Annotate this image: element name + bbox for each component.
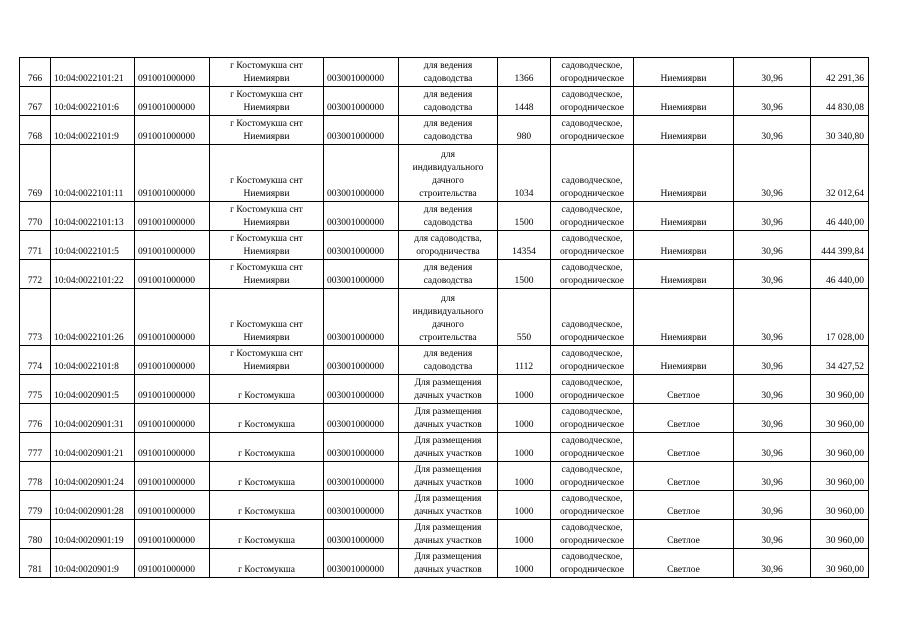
cell-address: г Костомукша [210, 404, 324, 433]
cell-row-number: 777 [20, 433, 51, 462]
cell-cadastral-number: 10:04:0020901:24 [51, 462, 135, 491]
cell-cadastral-number: 10:04:0022101:26 [51, 289, 135, 346]
cell-rate: 30,96 [734, 231, 811, 260]
cell-land-category: садоводческое, огородническое [551, 346, 634, 375]
cell-area: 1000 [498, 549, 551, 578]
table-row [20, 404, 869, 433]
cell-oktmo-code: 003001000000 [324, 202, 399, 231]
cell-rate: 30,96 [734, 520, 811, 549]
cell-row-number: 773 [20, 289, 51, 346]
cell-row-number: 766 [20, 58, 51, 87]
cell-rate: 30,96 [734, 433, 811, 462]
cell-row-number: 780 [20, 520, 51, 549]
cell-row-number: 781 [20, 549, 51, 578]
land-plots-table [19, 57, 869, 578]
table-row [20, 58, 869, 87]
cell-land-category: садоводческое, огородническое [551, 202, 634, 231]
table-row [20, 433, 869, 462]
cell-area: 1000 [498, 404, 551, 433]
cell-address: г Костомукша снт Ниемиярви [210, 87, 324, 116]
cell-area: 14354 [498, 231, 551, 260]
cell-rate: 30,96 [734, 260, 811, 289]
table-row [20, 549, 869, 578]
cell-oktmo-code: 003001000000 [324, 491, 399, 520]
cell-land-category: садоводческое, огородническое [551, 231, 634, 260]
cell-cadastral-number: 10:04:0020901:28 [51, 491, 135, 520]
cell-locality: Светлое [634, 520, 734, 549]
table-row [20, 375, 869, 404]
cell-area: 1366 [498, 58, 551, 87]
cell-rate: 30,96 [734, 491, 811, 520]
cell-locality: Ниемиярви [634, 58, 734, 87]
cell-oktmo-code: 003001000000 [324, 462, 399, 491]
cell-cadastral-value: 30 960,00 [811, 520, 869, 549]
cell-locality: Светлое [634, 491, 734, 520]
cell-okato-code: 091001000000 [135, 58, 210, 87]
cell-land-category: садоводческое, огородническое [551, 549, 634, 578]
cell-area: 1000 [498, 491, 551, 520]
cell-cadastral-value: 30 960,00 [811, 375, 869, 404]
cell-area: 1000 [498, 433, 551, 462]
cell-permitted-use: для ведения садоводства [399, 202, 498, 231]
cell-cadastral-number: 10:04:0022101:9 [51, 116, 135, 145]
cell-cadastral-value: 42 291,36 [811, 58, 869, 87]
cell-row-number: 776 [20, 404, 51, 433]
cell-rate: 30,96 [734, 87, 811, 116]
cell-rate: 30,96 [734, 58, 811, 87]
cell-permitted-use: для ведения садоводства [399, 346, 498, 375]
cell-row-number: 775 [20, 375, 51, 404]
cell-land-category: садоводческое, огородническое [551, 289, 634, 346]
cell-land-category: садоводческое, огородническое [551, 520, 634, 549]
cell-cadastral-value: 30 960,00 [811, 549, 869, 578]
table-row [20, 202, 869, 231]
cell-row-number: 772 [20, 260, 51, 289]
cell-oktmo-code: 003001000000 [324, 520, 399, 549]
cell-cadastral-value: 34 427,52 [811, 346, 869, 375]
cell-cadastral-value: 30 960,00 [811, 433, 869, 462]
cell-address: г Костомукша снт Ниемиярви [210, 145, 324, 202]
table-body [20, 58, 869, 578]
cell-cadastral-number: 10:04:0022101:8 [51, 346, 135, 375]
cell-area: 1000 [498, 462, 551, 491]
table-row [20, 462, 869, 491]
cell-oktmo-code: 003001000000 [324, 231, 399, 260]
cell-cadastral-number: 10:04:0022101:13 [51, 202, 135, 231]
cell-okato-code: 091001000000 [135, 145, 210, 202]
cell-row-number: 767 [20, 87, 51, 116]
cell-rate: 30,96 [734, 202, 811, 231]
cell-okato-code: 091001000000 [135, 433, 210, 462]
cell-locality: Светлое [634, 404, 734, 433]
cell-rate: 30,96 [734, 289, 811, 346]
table-row [20, 231, 869, 260]
cell-locality: Ниемиярви [634, 289, 734, 346]
cell-oktmo-code: 003001000000 [324, 404, 399, 433]
cell-cadastral-value: 30 960,00 [811, 404, 869, 433]
cell-okato-code: 091001000000 [135, 346, 210, 375]
cell-oktmo-code: 003001000000 [324, 145, 399, 202]
cell-locality: Светлое [634, 433, 734, 462]
cell-address: г Костомукша [210, 491, 324, 520]
cell-okato-code: 091001000000 [135, 202, 210, 231]
cell-locality: Светлое [634, 375, 734, 404]
cell-permitted-use: для ведения садоводства [399, 260, 498, 289]
cell-cadastral-number: 10:04:0020901:9 [51, 549, 135, 578]
cell-address: г Костомукша снт Ниемиярви [210, 346, 324, 375]
cell-land-category: садоводческое, огородническое [551, 145, 634, 202]
cell-okato-code: 091001000000 [135, 231, 210, 260]
cell-permitted-use: Для размещения дачных участков [399, 549, 498, 578]
cell-row-number: 779 [20, 491, 51, 520]
cell-permitted-use: для индивидуального дачного строительства [399, 289, 498, 346]
cell-oktmo-code: 003001000000 [324, 116, 399, 145]
cell-cadastral-value: 46 440,00 [811, 260, 869, 289]
cell-cadastral-number: 10:04:0020901:5 [51, 375, 135, 404]
cell-area: 1500 [498, 202, 551, 231]
cell-okato-code: 091001000000 [135, 491, 210, 520]
cell-row-number: 774 [20, 346, 51, 375]
cell-cadastral-number: 10:04:0022101:22 [51, 260, 135, 289]
cell-cadastral-value: 30 960,00 [811, 462, 869, 491]
cell-cadastral-value: 44 830,08 [811, 87, 869, 116]
cell-locality: Ниемиярви [634, 145, 734, 202]
cell-rate: 30,96 [734, 404, 811, 433]
cell-area: 1500 [498, 260, 551, 289]
cell-permitted-use: Для размещения дачных участков [399, 433, 498, 462]
cell-okato-code: 091001000000 [135, 549, 210, 578]
cell-cadastral-value: 32 012,64 [811, 145, 869, 202]
cell-locality: Ниемиярви [634, 260, 734, 289]
cell-area: 1034 [498, 145, 551, 202]
cell-area: 1000 [498, 520, 551, 549]
cell-rate: 30,96 [734, 145, 811, 202]
cell-area: 1112 [498, 346, 551, 375]
cell-rate: 30,96 [734, 116, 811, 145]
cell-oktmo-code: 003001000000 [324, 346, 399, 375]
cell-area: 1000 [498, 375, 551, 404]
cell-permitted-use: Для размещения дачных участков [399, 520, 498, 549]
cell-okato-code: 091001000000 [135, 462, 210, 491]
cell-land-category: садоводческое, огородническое [551, 491, 634, 520]
cell-land-category: садоводческое, огородническое [551, 58, 634, 87]
cell-address: г Костомукша [210, 520, 324, 549]
table-row [20, 87, 869, 116]
cell-row-number: 769 [20, 145, 51, 202]
cell-permitted-use: для ведения садоводства [399, 87, 498, 116]
cell-rate: 30,96 [734, 549, 811, 578]
cell-locality: Светлое [634, 462, 734, 491]
cell-address: г Костомукша снт Ниемиярви [210, 289, 324, 346]
cell-okato-code: 091001000000 [135, 260, 210, 289]
cell-land-category: садоводческое, огородническое [551, 116, 634, 145]
cell-oktmo-code: 003001000000 [324, 87, 399, 116]
table-row [20, 145, 869, 202]
cell-address: г Костомукша [210, 462, 324, 491]
cell-locality: Ниемиярви [634, 231, 734, 260]
cell-cadastral-number: 10:04:0020901:31 [51, 404, 135, 433]
cell-locality: Светлое [634, 549, 734, 578]
cell-cadastral-value: 17 028,00 [811, 289, 869, 346]
cell-area: 550 [498, 289, 551, 346]
cell-land-category: садоводческое, огородническое [551, 433, 634, 462]
table-row [20, 520, 869, 549]
cell-permitted-use: для ведения садоводства [399, 58, 498, 87]
cell-cadastral-value: 444 399,84 [811, 231, 869, 260]
cell-cadastral-value: 46 440,00 [811, 202, 869, 231]
cell-oktmo-code: 003001000000 [324, 289, 399, 346]
cell-land-category: садоводческое, огородническое [551, 260, 634, 289]
cell-oktmo-code: 003001000000 [324, 58, 399, 87]
cell-row-number: 770 [20, 202, 51, 231]
table-row [20, 260, 869, 289]
cell-cadastral-number: 10:04:0020901:21 [51, 433, 135, 462]
cell-okato-code: 091001000000 [135, 87, 210, 116]
cell-oktmo-code: 003001000000 [324, 260, 399, 289]
cell-address: г Костомукша снт Ниемиярви [210, 260, 324, 289]
cell-cadastral-number: 10:04:0020901:19 [51, 520, 135, 549]
cell-area: 980 [498, 116, 551, 145]
cell-permitted-use: Для размещения дачных участков [399, 491, 498, 520]
cell-address: г Костомукша [210, 549, 324, 578]
cell-okato-code: 091001000000 [135, 116, 210, 145]
cell-cadastral-value: 30 340,80 [811, 116, 869, 145]
cell-rate: 30,96 [734, 346, 811, 375]
cell-rate: 30,96 [734, 462, 811, 491]
cell-rate: 30,96 [734, 375, 811, 404]
cell-locality: Ниемиярви [634, 202, 734, 231]
table-row [20, 289, 869, 346]
cell-okato-code: 091001000000 [135, 520, 210, 549]
cell-cadastral-value: 30 960,00 [811, 491, 869, 520]
cell-okato-code: 091001000000 [135, 375, 210, 404]
cell-address: г Костомукша снт Ниемиярви [210, 58, 324, 87]
cell-cadastral-number: 10:04:0022101:6 [51, 87, 135, 116]
cell-address: г Костомукша снт Ниемиярви [210, 202, 324, 231]
cell-row-number: 778 [20, 462, 51, 491]
cell-permitted-use: Для размещения дачных участков [399, 462, 498, 491]
cell-address: г Костомукша снт Ниемиярви [210, 116, 324, 145]
cell-permitted-use: для индивидуального дачного строительства [399, 145, 498, 202]
cell-locality: Ниемиярви [634, 116, 734, 145]
cell-address: г Костомукша [210, 433, 324, 462]
cell-cadastral-number: 10:04:0022101:11 [51, 145, 135, 202]
cell-okato-code: 091001000000 [135, 404, 210, 433]
cell-permitted-use: для ведения садоводства [399, 116, 498, 145]
cell-permitted-use: Для размещения дачных участков [399, 404, 498, 433]
cell-locality: Ниемиярви [634, 346, 734, 375]
cell-cadastral-number: 10:04:0022101:21 [51, 58, 135, 87]
cell-land-category: садоводческое, огородническое [551, 87, 634, 116]
cell-land-category: садоводческое, огородническое [551, 404, 634, 433]
table-row [20, 116, 869, 145]
table-row [20, 346, 869, 375]
cell-row-number: 768 [20, 116, 51, 145]
cell-land-category: садоводческое, огородническое [551, 375, 634, 404]
cell-cadastral-number: 10:04:0022101:5 [51, 231, 135, 260]
cell-permitted-use: Для размещения дачных участков [399, 375, 498, 404]
cell-oktmo-code: 003001000000 [324, 549, 399, 578]
cell-locality: Ниемиярви [634, 87, 734, 116]
cell-oktmo-code: 003001000000 [324, 375, 399, 404]
cell-permitted-use: для садоводства, огородничества [399, 231, 498, 260]
cell-row-number: 771 [20, 231, 51, 260]
cell-oktmo-code: 003001000000 [324, 433, 399, 462]
cell-land-category: садоводческое, огородническое [551, 462, 634, 491]
cell-address: г Костомукша [210, 375, 324, 404]
cell-address: г Костомукша снт Ниемиярви [210, 231, 324, 260]
cell-okato-code: 091001000000 [135, 289, 210, 346]
table-row [20, 491, 869, 520]
cell-area: 1448 [498, 87, 551, 116]
